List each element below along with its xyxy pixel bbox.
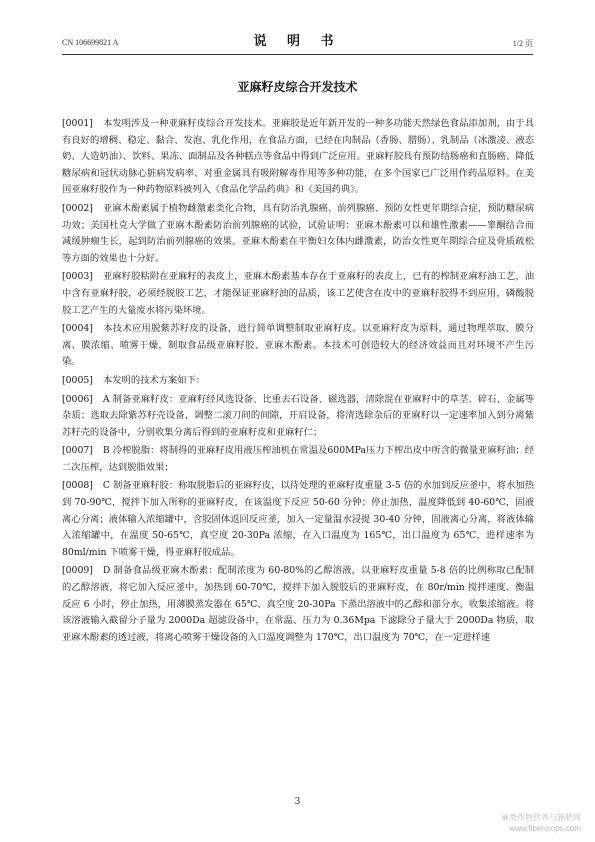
paragraph <box>62 269 534 319</box>
header-rule <box>62 54 533 55</box>
paragraph-text: 亚麻籽胶粘附在亚麻籽的表皮上，亚麻木酚素基本存在于亚麻籽的表皮上，已有的榨制亚麻籽油工艺，油中含有亚麻籽胶，必须经脱胶工艺，才能保证亚麻籽油的品质，该工艺使含在皮中的亚麻籽胶得不到应用，磷酸脱胶工艺产生的大量废水将污染环境。 <box>62 271 534 316</box>
paragraph-number: [0009] <box>62 565 93 577</box>
paragraph-number: [0002] <box>62 202 93 214</box>
page-number: 3 <box>294 797 301 807</box>
paragraph <box>62 392 534 442</box>
document-type-title: 说 明 书 <box>253 34 342 49</box>
paragraph-text: 本技术应用脱紫苏籽皮的设备，进行简单调整制取亚麻籽皮。以亚麻籽皮为原料，通过物理萃取、膜分离、膜浓缩、喷雾干燥，制取食品级亚麻籽胶、亚麻木酚素。本技术可创造较大的经济效益而且对环境不产生污染。 <box>62 323 534 368</box>
paragraph <box>62 443 534 476</box>
document-body <box>62 116 534 648</box>
paragraph-text: 本发明的技术方案如下： <box>102 374 206 386</box>
paragraph-number: [0005] <box>62 374 93 386</box>
paragraph-text: B 冷榨脱脂：将制得的亚麻籽皮用液压榨油机在常温及600MPa压力下榨出皮中所含的微量亚麻籽油；经二次压榨，达到脱脂效果； <box>62 445 534 473</box>
paragraph-text: A 制备亚麻籽皮：亚麻籽经风选设备、比重去石设备、磁选器，清除混在亚麻籽中的草茎、碎石、金属等杂质；选取去除紫苏籽壳设备，调整二滚刀间的间隙，开启设备，将清选除杂后的亚麻籽以一定速率加入到分离紫苏籽壳的设备中，分别收集分离后得到的亚麻籽皮和亚麻籽仁； <box>62 393 534 438</box>
paragraph <box>62 478 534 561</box>
paragraph-number: [0001] <box>62 118 93 129</box>
paragraph <box>62 373 534 390</box>
paragraph-text: 本发明涉及一种亚麻籽皮综合开发技术。亚麻胶是近年新开发的一种多功能天然绿色食品添加剂，由于具有良好的增稠、稳定、黏合、发泡、乳化作用，在食品方面，已经在肉制品（香肠、腊肠）、乳制品（冰激凌、液态奶、人造奶油）、饮料、果冻、面制品及各种糕点等食品中得到广泛应用。亚麻籽胶具有预防结肠癌和直肠癌、降低糖尿病和冠状动脉心脏病发病率、对重金属具有吸附解毒作用等多种功能，在多个国家已广泛用作药品原料。在美国亚麻籽胶作为一种药物原料被列入《食品化学品药典》和《美国药典》。 <box>62 118 534 196</box>
watermark-url: www.fibercrops.com <box>509 824 581 833</box>
paragraph <box>62 116 534 199</box>
paragraph-number: [0006] <box>62 393 93 405</box>
watermark-line: 麻类作物营养与施肥网 <box>501 813 581 822</box>
paragraph <box>62 563 534 646</box>
paragraph-number: [0004] <box>62 323 93 335</box>
paragraph <box>62 201 534 267</box>
publication-number: CN 106699821 A <box>62 38 119 47</box>
document-title: 亚麻籽皮综合开发技术 <box>237 80 358 94</box>
paragraph-text: C 制备亚麻籽胶：称取脱脂后的亚麻籽皮，以待处理的亚麻籽皮重量 3-5 倍的水加到反应釜中，将水加热到 70-90℃，搅拌下加入所称的亚麻籽皮，在该温度下反应 50-60 分钟；停止加热，温度降低到 40-60℃，固液离心分离；液体输入浓缩罐中，含胶固体返回反应釜，加入一定量温水浸提 30-40 分钟，固液离心分离，将液体输入浓缩罐中，在温度 50-65℃，真空度 20-30Pa 浓缩，在入口温度为 165℃，出口温度为 65℃，进样速率为 80ml/min 下喷雾干燥，得亚麻籽胶成品。 <box>62 480 534 558</box>
page-header <box>62 26 533 52</box>
site-watermark <box>501 812 581 834</box>
paragraph-number: [0008] <box>62 480 93 492</box>
paragraph-text: D 制备食品级亚麻木酚素：配制浓度为 60-80%的乙醇溶液，以亚麻籽皮重量 5-8 倍的比例称取已配制的乙醇溶液，将它加入反应釜中，加热到 60-70℃，搅拌下加入脱胶后的亚麻籽皮，在 80r/min 搅拌速度、衡温反应 6 小时，停止加热，用薄膜蒸发器在 65℃、真空度 20-30Pa 下蒸出溶液中的乙醇和部分水，收集浓缩液。将该溶液输入截留分子量为 2000Da 超滤设备中，在常温、压力为 0.36Mpa 下滤除分子量大于 2000Da 物质，取亚麻木酚素的透过液，将离心喷雾干燥设备的入口温度调整为 170℃，出口温度为 70℃，在一定进样速 <box>62 565 534 643</box>
paragraph-text: 亚麻木酚素属于植物雌激素类化合物，具有防治乳腺癌、前列腺癌、预防女性更年期综合症，预防糖尿病功效；美国杜克大学做了亚麻木酚素防治前列腺癌的试验，试验证明：亚麻木酚素可以和雄性激素——睾酮结合而减缓肿瘤生长，起到防治前列腺癌的效果。亚麻木酚素在平衡妇女体内雌激素，防治女性更年期综合症及骨质疏松等方面的效果也十分好。 <box>62 202 534 264</box>
paragraph-number: [0003] <box>62 271 93 283</box>
paragraph-number: [0007] <box>62 445 93 457</box>
page-info: 1/2 页 <box>512 39 533 48</box>
paragraph <box>62 321 534 371</box>
